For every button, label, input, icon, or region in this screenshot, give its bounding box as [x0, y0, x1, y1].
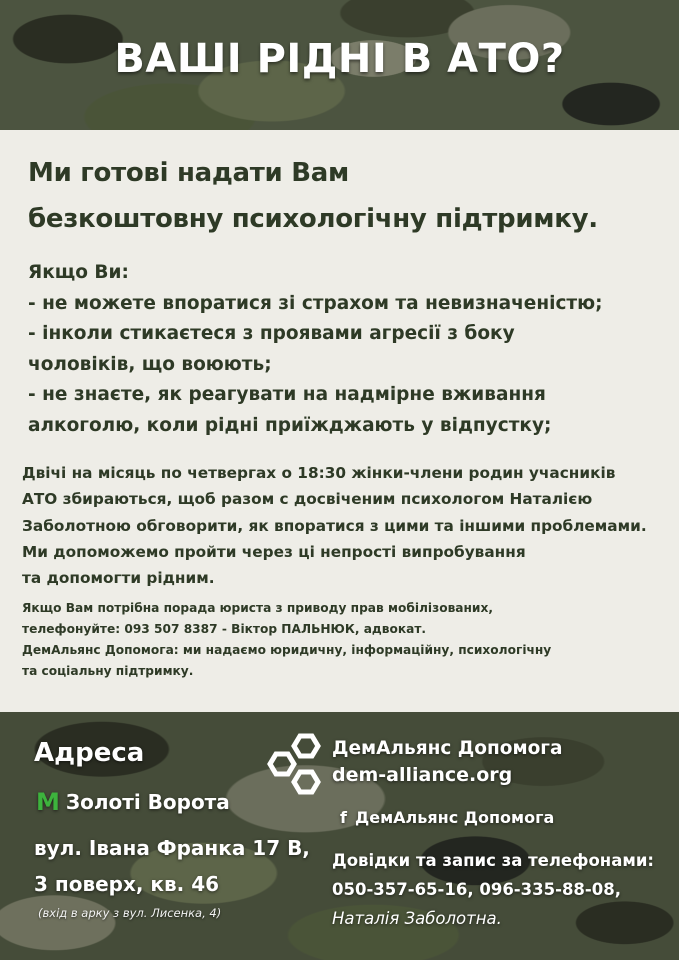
facebook-page-name: ДемАльянс Допомога	[354, 808, 555, 827]
org-website-link[interactable]: dem-alliance.org	[332, 764, 513, 786]
hexagon-logo-icon	[262, 732, 326, 796]
condition-line: алкоголю, коли рідні приїжджають у відпустку;	[28, 414, 552, 436]
condition-line: чоловіків, що воюють;	[28, 353, 272, 375]
info-line: Двічі на місяць по четвергах о 18:30 жінки-члени родин учасників	[22, 464, 616, 482]
conditions-list	[28, 258, 658, 441]
lead-text	[28, 150, 668, 242]
legal-line: ДемАльянс Допомога: ми надаємо юридичну, інформаційну, психологічну	[22, 643, 552, 657]
legal-info	[22, 598, 672, 682]
address-title: Адреса	[34, 738, 145, 768]
entrance-note: (вхід в арку з вул. Лисенка, 4)	[38, 906, 222, 920]
meeting-info	[22, 460, 672, 591]
metro-icon: М	[36, 788, 60, 816]
info-line: Ми допоможемо пройти через ці непрості випробування	[22, 542, 526, 561]
phone-numbers: 050-357-65-16, 096-335-88-08,	[332, 880, 621, 899]
condition-line: - не знаєте, як реагувати на надмірне вживання	[28, 384, 546, 405]
facebook-icon: f	[340, 808, 347, 827]
legal-line: телефонуйте: 093 507 8387 - Віктор ПАЛЬНЮК, адвокат.	[22, 622, 427, 636]
street-line: вул. Івана Франка 17 В,	[34, 836, 310, 860]
facebook-link[interactable]	[340, 808, 554, 827]
contacts	[332, 846, 654, 933]
legal-line: та соціальну підтримку.	[22, 664, 194, 678]
metro-station-name: Золоті Ворота	[65, 790, 230, 814]
condition-line: - інколи стикаєтеся з проявами агресії з боку	[28, 323, 515, 344]
info-line: Заболотною обговорити, як впоратися з цими та іншими проблемами.	[22, 516, 647, 535]
floor-line: 3 поверх, кв. 46	[34, 872, 220, 896]
headline: ВАШІ РІДНІ В АТО?	[114, 36, 565, 82]
info-line: АТО збираються, щоб разом с досвіченим психологом Наталією	[22, 490, 593, 509]
lead-line: Ми готові надати Вам	[28, 158, 349, 188]
legal-line: Якщо Вам потрібна порада юриста з приводу прав мобілізованих,	[22, 601, 493, 615]
contact-person: Наталія Заболотна.	[332, 909, 502, 928]
conditions-intro: Якщо Ви:	[28, 262, 129, 283]
footer	[0, 712, 679, 960]
contacts-title: Довідки та запис за телефонами:	[332, 851, 654, 870]
lead-line: безкоштовну психологічну підтримку.	[28, 204, 598, 234]
metro-station	[36, 790, 230, 814]
condition-line: - не можете впоратися зі страхом та невизначеністю;	[28, 292, 603, 314]
info-line: та допомогти рідним.	[22, 569, 215, 588]
org-name: ДемАльянс Допомога	[332, 738, 563, 759]
street-address	[34, 830, 310, 902]
main-panel	[0, 130, 679, 712]
